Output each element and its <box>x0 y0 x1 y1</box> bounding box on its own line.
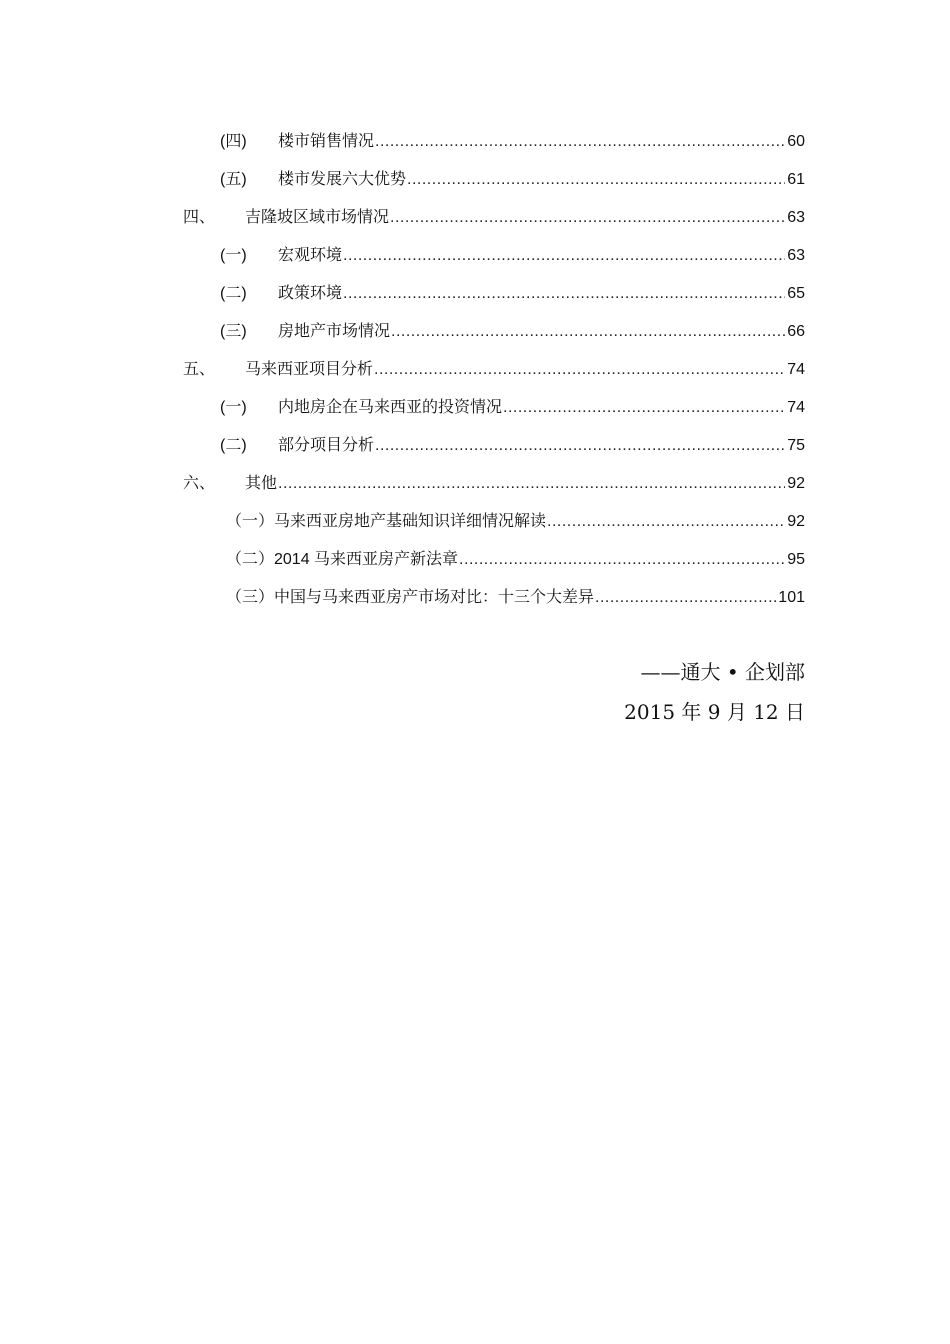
toc-entry-page: 60 <box>787 133 805 150</box>
toc-entry-number: (二) <box>220 285 247 302</box>
toc-entry-page: 95 <box>787 551 805 568</box>
toc-entry-title: 其他 <box>245 475 278 492</box>
toc-entry-number: (一) <box>220 247 247 264</box>
toc-entry-number: 四、 <box>183 209 216 226</box>
toc-entry[interactable] <box>220 318 805 342</box>
toc-entry-title: 楼市销售情况 <box>278 133 375 150</box>
toc-entry-title: 宏观环境 <box>278 247 343 264</box>
toc-leader-dots <box>407 170 785 190</box>
toc-entry-title: 政策环境 <box>278 285 343 302</box>
toc-leader-dots <box>343 246 785 266</box>
toc-entry-number: (四) <box>220 133 247 150</box>
toc-entry-page: 92 <box>787 475 805 492</box>
toc-leader-dots <box>547 512 785 532</box>
toc-leader-dots <box>343 284 785 304</box>
toc-entry-page: 63 <box>787 247 805 264</box>
toc-leader-dots <box>278 474 785 494</box>
toc-entry[interactable] <box>183 470 805 494</box>
toc-entry-page: 61 <box>787 171 805 188</box>
toc-entry-number: 五、 <box>183 361 216 378</box>
toc-entry[interactable] <box>226 508 805 532</box>
toc-entry[interactable] <box>220 242 805 266</box>
toc-entry-page: 66 <box>787 323 805 340</box>
toc-entry-number: (三) <box>220 323 247 340</box>
toc-entry-title: （一）马来西亚房地产基础知识详细情况解读 <box>226 513 547 530</box>
toc-leader-dots <box>390 208 785 228</box>
toc-entry-title: （三）中国与马来西亚房产市场对比：十三个大差异 <box>226 589 595 606</box>
toc-entry-title: 马来西亚项目分析 <box>245 361 374 378</box>
toc-entry-page: 101 <box>778 589 805 606</box>
toc-entry-number: 六、 <box>183 475 216 492</box>
toc-entry-title: 内地房企在马来西亚的投资情况 <box>278 399 503 416</box>
toc-entry[interactable] <box>226 546 805 570</box>
toc-entry-title: （二）2014 马来西亚房产新法章 <box>226 551 459 568</box>
toc-entry-title: 吉隆坡区域市场情况 <box>245 209 390 226</box>
toc-entry-number: (一) <box>220 399 247 416</box>
toc-entry-page: 92 <box>787 513 805 530</box>
toc-entry-page: 65 <box>787 285 805 302</box>
toc-entry-number: (二) <box>220 437 247 454</box>
toc-entry-title: 房地产市场情况 <box>278 323 391 340</box>
toc-leader-dots <box>459 550 785 570</box>
toc-entry-number: (五) <box>220 171 247 188</box>
toc-entry[interactable] <box>183 204 805 228</box>
toc-entry[interactable] <box>226 584 805 608</box>
toc-entry-title: 楼市发展六大优势 <box>278 171 407 188</box>
toc-entry[interactable] <box>220 166 805 190</box>
toc-entry[interactable] <box>220 394 805 418</box>
toc-entry-page: 63 <box>787 209 805 226</box>
signature-date: 2015 年 9 月 12 日 <box>624 700 805 724</box>
toc-entry-page: 75 <box>787 437 805 454</box>
toc-entry-title: 部分项目分析 <box>278 437 375 454</box>
toc-leader-dots <box>375 436 785 456</box>
toc-entry-page: 74 <box>787 361 805 378</box>
signature-department: ——通大 • 企划部 <box>640 660 805 684</box>
toc-entry[interactable] <box>183 356 805 380</box>
toc-leader-dots <box>391 322 785 342</box>
toc-leader-dots <box>503 398 785 418</box>
toc-entry-page: 74 <box>787 399 805 416</box>
toc-leader-dots <box>374 360 785 380</box>
toc-entry[interactable] <box>220 128 805 152</box>
toc-entry[interactable] <box>220 280 805 304</box>
toc-leader-dots <box>595 588 776 608</box>
toc-entry[interactable] <box>220 432 805 456</box>
toc-leader-dots <box>375 132 785 152</box>
